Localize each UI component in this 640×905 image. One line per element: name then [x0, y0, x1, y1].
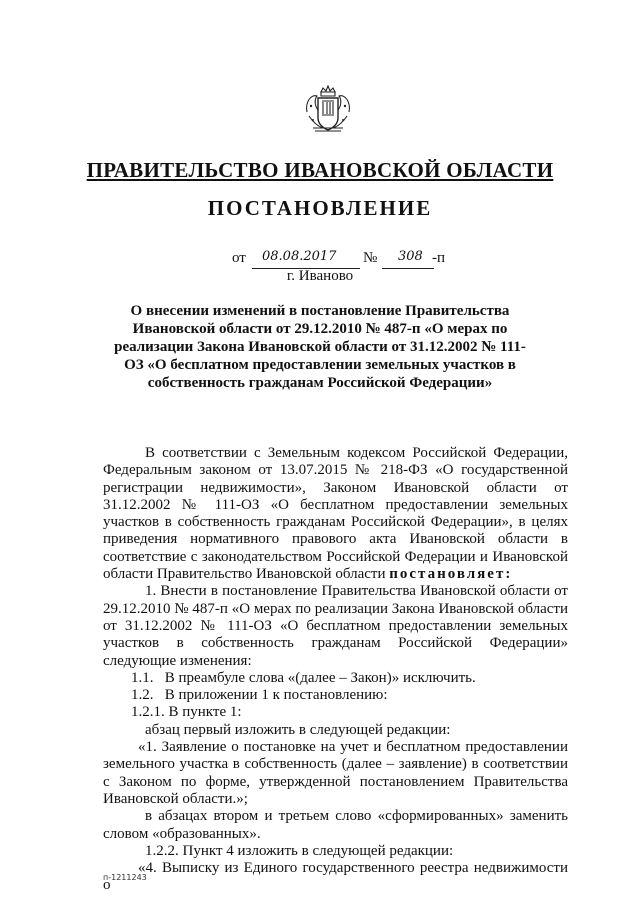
- item-1-2-2: 1.2.2. Пункт 4 изложить в следующей редакции:: [145, 842, 454, 859]
- paragraph-first: абзац первый изложить в следующей редакции:: [145, 721, 451, 738]
- decree-word: постановляет:: [389, 566, 513, 583]
- quote-4: «4. Выписку из Единого государственного реестра недвижимости о: [103, 860, 568, 894]
- document-date: 08.08.2017: [262, 249, 337, 264]
- item-1-2-1: 1.2.1. В пункте 1:: [131, 704, 242, 721]
- paragraph-second: в абзацах втором и третьем слово «сформированных» заменить словом «образованных».: [103, 808, 568, 842]
- government-title: ПРАВИТЕЛЬСТВО ИВАНОВСКОЙ ОБЛАСТИ: [86, 158, 554, 182]
- quote-1: «1. Заявление о постановке на учет и бесплатном предоставлении земельного участка в собственность (далее – заявление) в соответствии с Законом по форме, утвержденной постановлением Правительства Ивановской области.»;: [103, 739, 568, 807]
- preamble-text: В соответствии с Земельным кодексом Российской Федерации, Федеральным законом от 13.07.2015 № 218-ФЗ «О государственной регистрации недвижимости», Законом Ивановской области от 31.12.2002 № 111-ОЗ «О бесплатном предоставлении земельных участков в собственность гражданам Российской Федерации», в целях приведения нормативного правового акта Ивановской области в соответствие с законодательством Российской Федерации и Ивановской области Правительство Ивановской области: [103, 445, 568, 583]
- preamble-paragraph: [103, 445, 568, 583]
- item-1-2: 1.2. В приложении 1 к постановлению:: [131, 687, 388, 704]
- item-1-1: 1.1. В преамбуле слова «(далее – Закон)» исключить.: [131, 669, 476, 686]
- coat-of-arms-icon: [303, 84, 353, 134]
- document-id: п-1211243: [103, 873, 147, 882]
- city: г. Иваново: [286, 268, 354, 284]
- number-label: №: [363, 250, 378, 266]
- date-label: от: [232, 250, 246, 266]
- item-1: 1. Внести в постановление Правительства Ивановской области от 29.12.2010 № 487-п «О мерах по реализации Закона Ивановской области от 31.12.2002 № 111-ОЗ «О бесплатном предоставлении земельных участков в собственность гражданам Российской Федерации» следующие изменения:: [103, 583, 568, 669]
- document-body: [103, 445, 568, 895]
- document-heading: О внесении изменений в постановление Правительства Ивановской области от 29.12.2010 № 487-п «О мерах по реализации Закона Ивановской области от 31.12.2002 № 111-ОЗ «О бесплатном предоставлении земельных участков в собственность гражданам Российской Федерации»: [114, 303, 526, 391]
- document-type: ПОСТАНОВЛЕНИЕ: [207, 196, 433, 220]
- number-suffix: -п: [432, 250, 446, 266]
- document-number: 308: [398, 249, 423, 264]
